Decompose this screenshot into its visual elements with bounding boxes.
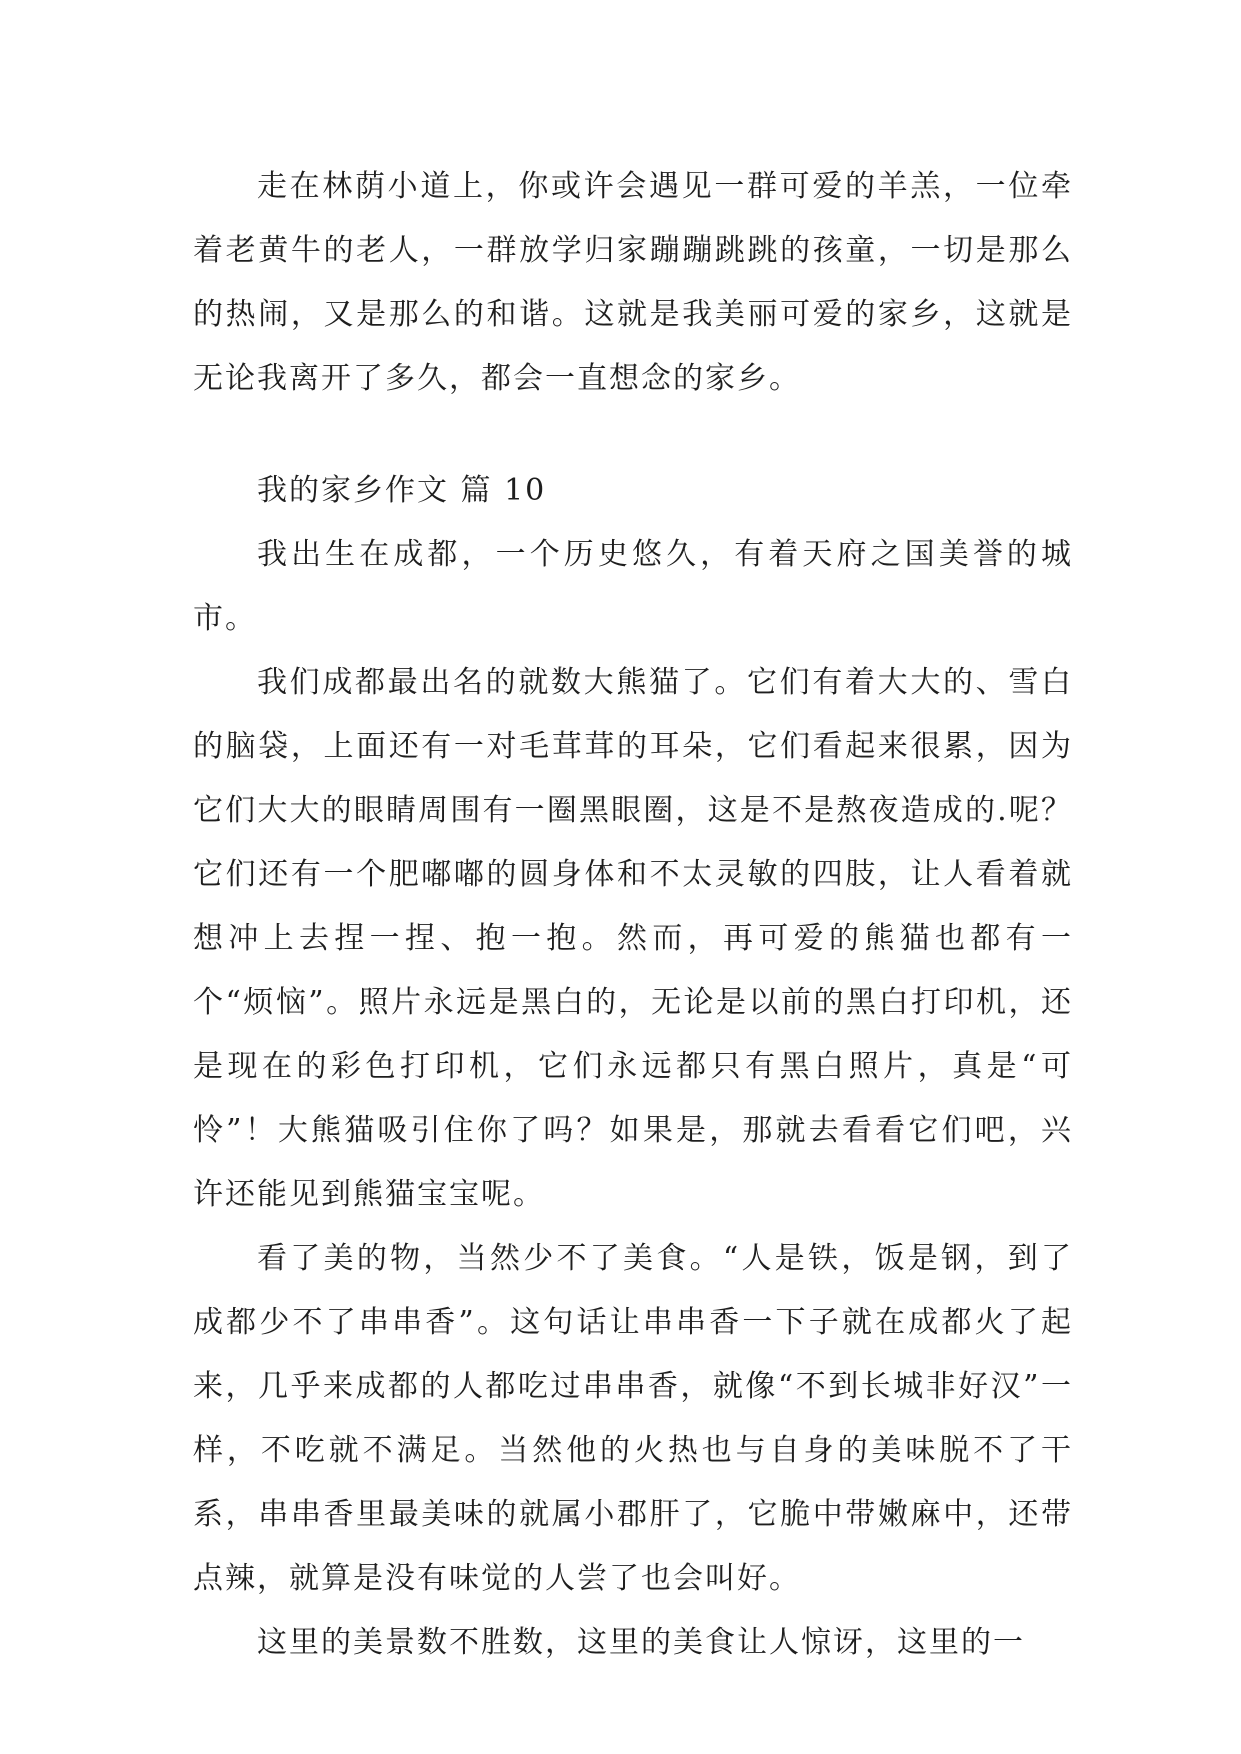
paragraph-summary: 这里的美景数不胜数，这里的美食让人惊讶，这里的一 bbox=[257, 1625, 1025, 1660]
paragraph-village-path: 走在林荫小道上，你或许会遇见一群可爱的羊羔，一位牵着老黄牛的老人，一群放学归家蹦蹦跳跳的孩童，一切是那么的热闹，又是那么的和谐。这就是我美丽可爱的家乡，这就是无论我离开了多久，都会一直想念的家乡。 bbox=[193, 169, 1073, 396]
document-body bbox=[193, 155, 1073, 1675]
section-heading: 我的家乡作文 篇 10 bbox=[257, 473, 547, 508]
paragraph-birthplace: 我出生在成都，一个历史悠久，有着天府之国美誉的城市。 bbox=[193, 537, 1073, 636]
section-spacer bbox=[193, 411, 1073, 459]
paragraph-food: 看了美的物，当然少不了美食。“人是铁，饭是钢，到了成都少不了串串香”。这句话让串串香一下子就在成都火了起来，几乎来成都的人都吃过串串香，就像“不到长城非好汉”一样，不吃就不满足。当然他的火热也与自身的美味脱不了干系，串串香里最美味的就属小郡肝了，它脆中带嫩麻中，还带点辣，就算是没有味觉的人尝了也会叫好。 bbox=[193, 1241, 1073, 1596]
paragraph-panda: 我们成都最出名的就数大熊猫了。它们有着大大的、雪白的脑袋，上面还有一对毛茸茸的耳朵，它们看起来很累，因为它们大大的眼睛周围有一圈黑眼圈，这是不是熬夜造成的.呢？它们还有一个肥嘟嘟的圆身体和不太灵敏的四肢，让人看着就想冲上去捏一捏、抱一抱。然而，再可爱的熊猫也都有一个“烦恼”。照片永远是黑白的，无论是以前的黑白打印机，还是现在的彩色打印机，它们永远都只有黑白照片，真是“可怜”！大熊猫吸引住你了吗？如果是，那就去看看它们吧，兴许还能见到熊猫宝宝呢。 bbox=[193, 665, 1073, 1212]
